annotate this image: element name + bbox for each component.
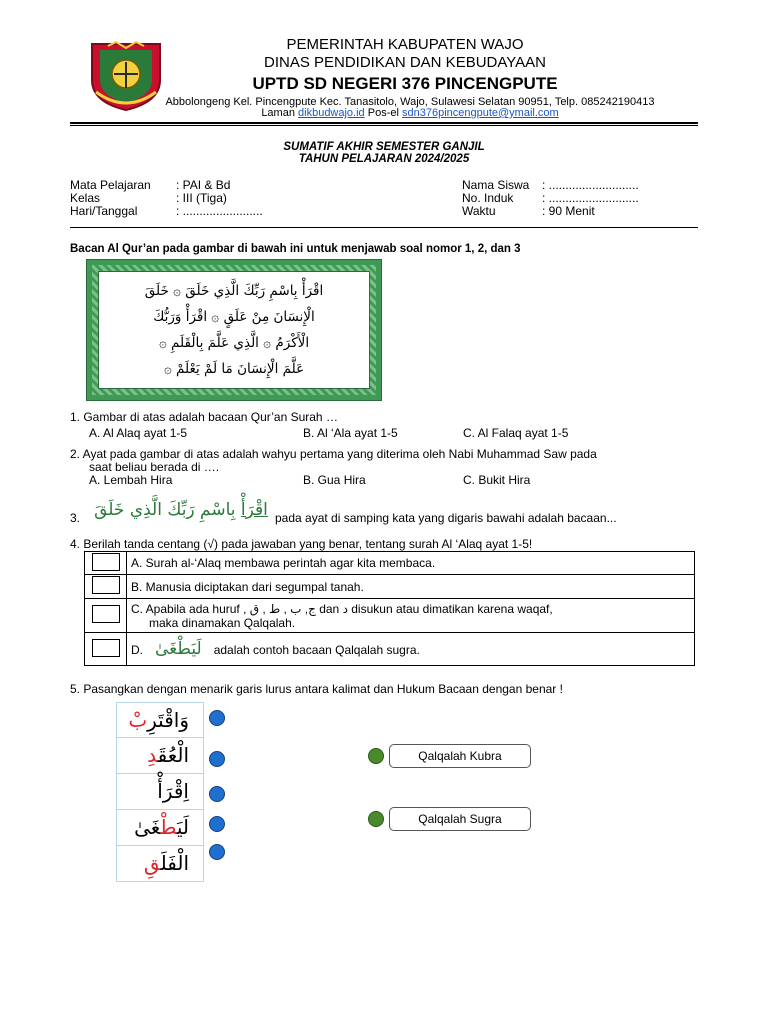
- q5-word: [116, 738, 204, 774]
- q3-text: pada ayat di samping kata yang digaris bawahi adalah bacaan...: [275, 511, 617, 525]
- q3-arabic-rest: بِاسْمِ رَبِّكَ الَّذِي خَلَقَ: [94, 500, 241, 520]
- info-label: Mata Pelajaran: [70, 178, 151, 192]
- laman-link[interactable]: dikbudwajo.id: [298, 107, 365, 119]
- q5-text: 5. Pasangkan dengan menarik garis lurus antara kalimat dan Hukum Bacaan dengan benar !: [70, 682, 563, 696]
- q5-word-column: [116, 702, 204, 882]
- q4-option-d-arabic: لَيَطْغَىٰ: [155, 639, 202, 659]
- info-value: : PAI & Bd: [176, 178, 231, 192]
- q5-dot-option-1[interactable]: [368, 748, 384, 764]
- q5-word-base: الْعُقَ: [157, 743, 189, 767]
- q4-row: [85, 599, 695, 633]
- info-value: : III (Tiga): [176, 191, 227, 205]
- info-label: Nama Siswa: [462, 178, 530, 192]
- q4-option-a: A. Surah al-‘Alaq membawa perintah agar kita membaca.: [127, 552, 695, 575]
- q4-row: [85, 552, 695, 575]
- q4-option-c-line2: maka dinamakan Qalqalah.: [149, 615, 296, 630]
- info-label: Waktu: [462, 204, 496, 218]
- quran-text-box: [98, 271, 370, 389]
- q4-option-d: [127, 633, 695, 666]
- q5-word: [116, 774, 204, 810]
- q2-text-cont: saat beliau berada di ….: [89, 460, 220, 474]
- q5-word-mark: بْ: [128, 708, 148, 732]
- q2-option-c: C. Bukit Hira: [463, 473, 531, 487]
- q4-checkbox-cell[interactable]: [85, 599, 127, 633]
- checkbox-c[interactable]: [92, 605, 120, 623]
- q4-text: 4. Berilah tanda centang (√) pada jawaban yang benar, tentang surah Al ‘Alaq ayat 1-5!: [70, 537, 533, 551]
- q1-text: 1. Gambar di atas adalah bacaan Qur’an Surah …: [70, 410, 338, 424]
- q5-word: [116, 702, 204, 738]
- info-left: [70, 179, 263, 218]
- q5-option-qalqalah-sugra: Qalqalah Sugra: [389, 807, 531, 831]
- q5-word-base: الْفَلَ: [160, 851, 189, 875]
- header-school-name: UPTD SD NEGERI 376 PINCENGPUTE: [252, 74, 558, 93]
- q2-option-a: A. Lembah Hira: [89, 473, 173, 487]
- q5-dot-option-2[interactable]: [368, 811, 384, 827]
- posel-label: Pos-el: [367, 107, 399, 119]
- q5-word: [116, 846, 204, 882]
- info-value: : ........................: [176, 204, 263, 218]
- q4-option-c: [127, 599, 695, 633]
- info-divider: [70, 227, 698, 228]
- exam-subtitle: TAHUN PELAJARAN 2024/2025: [298, 153, 470, 165]
- q5-dot-word-1[interactable]: [209, 710, 225, 726]
- info-right: [462, 179, 639, 218]
- q1-option-b: B. Al ‘Ala ayat 1-5: [303, 426, 398, 440]
- quran-line: الْأَكْرَمُ ۞ الَّذِي عَلَّمَ بِالْقَلَمِ ۞: [158, 335, 310, 351]
- q5-word-base: وَاقْتَرِ: [147, 708, 189, 732]
- q4-checkbox-cell[interactable]: [85, 633, 127, 666]
- q4-checkbox-cell[interactable]: [85, 575, 127, 599]
- q5-word-mark: دِ: [147, 743, 158, 767]
- header-contact: [150, 107, 670, 119]
- header-line2: DINAS PENDIDIKAN DAN KEBUDAYAAN: [263, 54, 546, 71]
- q5-word-mark: طْ: [160, 815, 177, 839]
- q5-option-qalqalah-kubra: Qalqalah Kubra: [389, 744, 531, 768]
- header-divider-thin: [70, 125, 698, 126]
- quran-frame: [86, 259, 382, 401]
- q5-word: [116, 810, 204, 846]
- q3-underlined-word: اقْرَأْ: [240, 500, 268, 520]
- q4-row: [85, 633, 695, 666]
- q5-word-mark: قِ: [143, 851, 161, 875]
- info-value: : 90 Menit: [542, 204, 595, 218]
- header-address: Abbolongeng Kel. Pincengpute Kec. Tanasitolo, Wajo, Sulawesi Selatan 90951, Telp. 085242190413: [165, 96, 655, 108]
- q5-dot-word-4[interactable]: [209, 816, 225, 832]
- info-row: [462, 205, 639, 218]
- q4-checkbox-cell[interactable]: [85, 552, 127, 575]
- q3-arabic: [92, 500, 270, 520]
- q2-option-b: B. Gua Hira: [303, 473, 366, 487]
- info-value: : ...........................: [542, 178, 639, 192]
- q4-option-c-line1: C. Apabila ada huruf , ج, ب , ط , ق dan د disukun atau dimatikan karena waqaf,: [131, 601, 553, 616]
- info-row: [70, 205, 263, 218]
- checkbox-d[interactable]: [92, 639, 120, 657]
- laman-label: Laman: [261, 107, 295, 119]
- q5-dot-word-3[interactable]: [209, 786, 225, 802]
- header-divider: [70, 122, 698, 124]
- info-value: : ...........................: [542, 191, 639, 205]
- q4-option-d-prefix: D.: [131, 643, 143, 657]
- q4-row: [85, 575, 695, 599]
- q5-dot-word-2[interactable]: [209, 751, 225, 767]
- info-label: No. Induk: [462, 191, 514, 205]
- q4-option-b: B. Manusia diciptakan dari segumpal tanah.: [127, 575, 695, 599]
- info-label: Kelas: [70, 191, 101, 205]
- quran-line: عَلَّمَ الْإِنسَانَ مَا لَمْ يَعْلَمْ ۞: [163, 361, 305, 377]
- header-line1: PEMERINTAH KABUPATEN WAJO: [286, 36, 524, 53]
- instruction: Bacan Al Qur’an pada gambar di bawah ini untuk menjawab soal nomor 1, 2, dan 3: [70, 243, 521, 255]
- checkbox-b[interactable]: [92, 576, 120, 594]
- quran-line: الْإِنسَانَ مِنْ عَلَقٍ ۞ اقْرَأْ وَرَبُّكَ: [153, 309, 315, 325]
- q5-word-base: اِقْرَأْ: [157, 779, 189, 803]
- exam-title: SUMATIF AKHIR SEMESTER GANJIL: [283, 141, 485, 153]
- q5-word-base: لَيَ: [176, 815, 189, 839]
- posel-link[interactable]: sdn376pincengpute@ymail.com: [401, 107, 559, 119]
- q5-word-tail: غَىٰ: [134, 815, 161, 839]
- quran-line: اقْرَأْ بِاسْمِ رَبِّكَ الَّذِي خَلَقَ ۞ خَلَقَ: [144, 283, 324, 299]
- info-label: Hari/Tanggal: [70, 204, 138, 218]
- q1-option-a: A. Al Alaq ayat 1-5: [89, 426, 188, 440]
- q4-option-d-text: adalah contoh bacaan Qalqalah sugra.: [213, 643, 420, 657]
- q1-option-c: C. Al Falaq ayat 1-5: [463, 426, 569, 440]
- q4-table: [84, 551, 695, 666]
- checkbox-a[interactable]: [92, 553, 120, 571]
- quran-frame-border: [92, 265, 376, 395]
- q2-text: 2. Ayat pada gambar di atas adalah wahyu pertama yang diterima oleh Nabi Muhammad Saw pada: [70, 447, 597, 461]
- q5-dot-word-5[interactable]: [209, 844, 225, 860]
- q3-number: 3.: [70, 511, 81, 525]
